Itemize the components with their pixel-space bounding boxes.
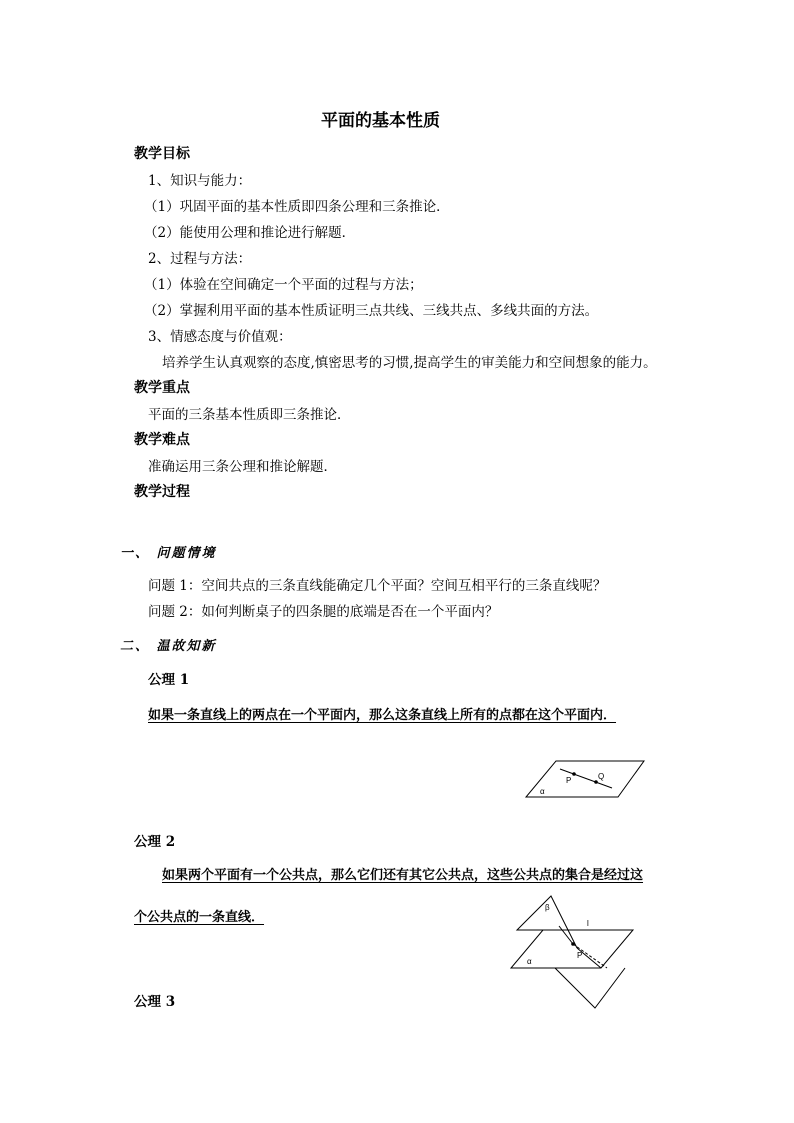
difficulties-text: 准确运用三条公理和推论解题． (148, 459, 337, 475)
question-1: 问题 1：空间共点的三条直线能确定几个平面？空间互相平行的三条直线呢？ (148, 578, 607, 594)
section-1-heading: 一、 问题情境 (120, 546, 217, 561)
label-l: l (587, 919, 589, 928)
key-points-text: 平面的三条基本性质即三条推论． (148, 407, 351, 423)
label-beta: β (545, 903, 550, 912)
label-p: P (577, 951, 583, 960)
question-2: 问题 2：如何判断桌子的四条腿的底端是否在一个平面内？ (148, 604, 499, 620)
heading-difficulties: 教学难点 (134, 432, 190, 448)
axiom-1-figure (520, 755, 650, 801)
heading-goals: 教学目标 (134, 146, 190, 162)
axiom-1-title: 公理 1 (148, 672, 190, 688)
plane-beta-lower (555, 968, 625, 1008)
axiom-3-title: 公理 3 (134, 994, 176, 1010)
label-alpha: α (527, 957, 532, 966)
goal-2: 2、过程与方法： (148, 251, 252, 267)
goal-3-1: 培养学生认真观察的态度,慎密思考的习惯,提高学生的审美能力和空间想象的能力。 (162, 355, 657, 371)
axiom-2-title: 公理 2 (134, 834, 176, 850)
axiom-1-statement: 如果一条直线上的两点在一个平面内，那么这条直线上所有的点都在这个平面内． (148, 708, 617, 723)
section-2-heading: 二、 温故知新 (120, 639, 217, 654)
label-alpha: α (540, 787, 545, 796)
heading-key-points: 教学重点 (134, 380, 190, 396)
label-p: P (566, 776, 572, 785)
heading-process: 教学过程 (134, 484, 190, 500)
goal-1: 1、知识与能力： (148, 173, 252, 189)
goal-3: 3、情感态度与价值观： (148, 329, 292, 345)
axiom-2-statement-line1: 如果两个平面有一个公共点，那么它们还有其它公共点，这些公共点的集合是经过这 (162, 868, 644, 883)
point-p (572, 772, 576, 776)
goal-2-1: （1）体验在空间确定一个平面的过程与方法； (144, 277, 423, 293)
label-q: Q (598, 772, 605, 781)
goal-1-1: （1）巩固平面的基本性质即四条公理和三条推论． (144, 199, 450, 215)
goal-2-2: （2）掌握利用平面的基本性质证明三点共线、三线共点、多线共面的方法。 (144, 303, 599, 319)
page-title: 平面的基本性质 (321, 111, 440, 131)
axiom-2-statement-line2: 个公共点的一条直线． (134, 910, 265, 925)
axiom-2-figure (505, 888, 640, 1010)
point-p (571, 942, 575, 946)
goal-1-2: （2）能使用公理和推论进行解题． (144, 225, 356, 241)
